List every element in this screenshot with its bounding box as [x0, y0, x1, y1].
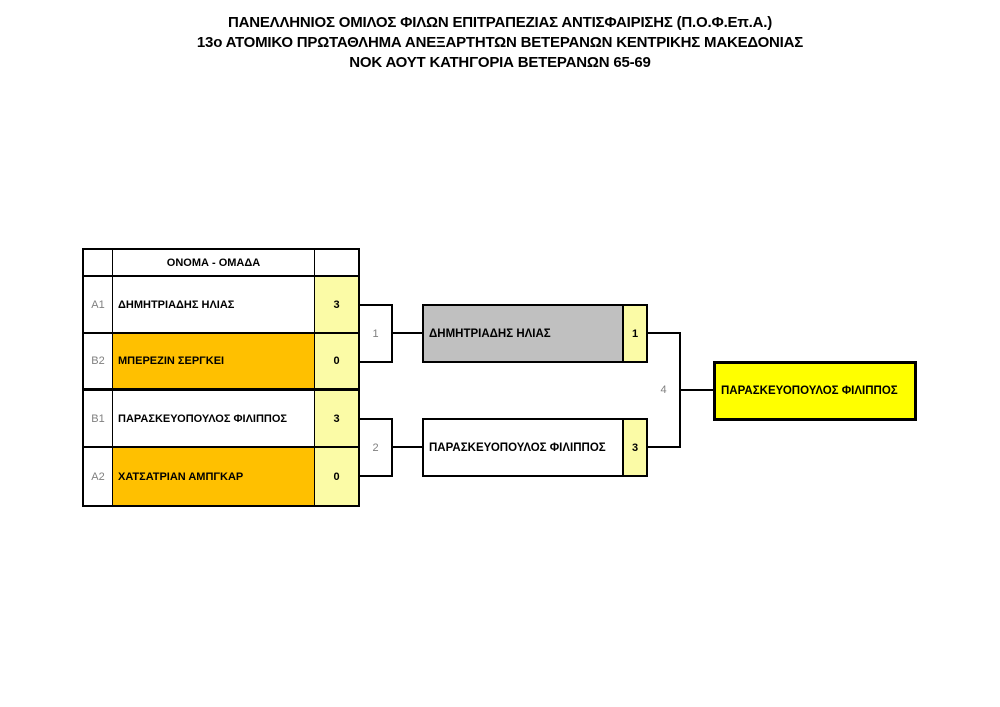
page-title	[0, 13, 1000, 73]
winner-box	[713, 361, 917, 421]
semifinal-2-feed-line	[391, 446, 422, 448]
table-row-seed: B2	[84, 334, 113, 391]
winner-name: ΠΑΡΑΣΚΕΥΟΠΟΥΛΟΣ ΦΙΛΙΠΠΟΣ	[721, 385, 898, 397]
semifinal-2-score: 3	[622, 420, 646, 475]
final-connector	[648, 332, 681, 448]
table-row-seed: A1	[84, 277, 113, 334]
semifinal-1-match-number: 1	[372, 327, 379, 340]
table-row-seed: B1	[84, 391, 113, 448]
semifinal-2-box	[422, 418, 648, 477]
table-row-player-name: ΔΗΜΗΤΡΙΑΔΗΣ ΗΛΙΑΣ	[113, 277, 315, 334]
table-row-score: 0	[315, 334, 358, 391]
table-row-player-name: ΜΠΕΡΕΖΙΝ ΣΕΡΓΚΕΙ	[113, 334, 315, 391]
title-line-1: ΠΑΝΕΛΛΗΝΙΟΣ ΟΜΙΛΟΣ ΦΙΛΩΝ ΕΠΙΤΡΑΠΕΖΙΑΣ ΑΝΤΙΣΦΑΙΡΙΣΗΣ (Π.Ο.Φ.Επ.Α.)	[227, 14, 772, 31]
table-row-seed: A2	[84, 448, 113, 505]
table-row-player-name: ΠΑΡΑΣΚΕΥΟΠΟΥΛΟΣ ΦΙΛΙΠΠΟΣ	[113, 391, 315, 448]
table-row-score: 3	[315, 277, 358, 334]
table-row-score: 0	[315, 448, 358, 505]
semifinal-1-feed-line	[391, 332, 422, 334]
players-table	[82, 248, 360, 507]
semifinal-1-connector	[360, 304, 393, 363]
semifinal-1-score: 1	[622, 306, 646, 361]
semifinal-2-player-name: ΠΑΡΑΣΚΕΥΟΠΟΥΛΟΣ ΦΙΛΙΠΠΟΣ	[429, 441, 606, 454]
title-line-2: 13ο ΑΤΟΜΙΚΟ ΠΡΩΤΑΘΛΗΜΑ ΑΝΕΞΑΡΤΗΤΩΝ ΒΕΤΕΡΑΝΩΝ ΚΕΝΤΡΙΚΗΣ ΜΑΚΕΔΟΝΙΑΣ	[196, 34, 804, 51]
table-header-score	[315, 250, 358, 277]
table-header-name: ΟΝΟΜΑ - ΟΜΑΔΑ	[113, 250, 315, 277]
table-row-player-name: ΧΑΤΣΑΤΡΙΑΝ ΑΜΠΓΚΑΡ	[113, 448, 315, 505]
final-match-number: 4	[660, 384, 667, 396]
final-feed-line	[679, 389, 713, 391]
title-line-3: ΝΟΚ ΑΟΥΤ ΚΑΤΗΓΟΡΙΑ ΒΕΤΕΡΑΝΩΝ 65-69	[349, 54, 651, 71]
table-row-score: 3	[315, 391, 358, 448]
semifinal-2-match-number: 2	[372, 441, 379, 454]
semifinal-1-player-name: ΔΗΜΗΤΡΙΑΔΗΣ ΗΛΙΑΣ	[424, 306, 622, 361]
table-header-seed	[84, 250, 113, 277]
semifinal-1-box	[422, 304, 648, 363]
semifinal-2-connector	[360, 418, 393, 477]
